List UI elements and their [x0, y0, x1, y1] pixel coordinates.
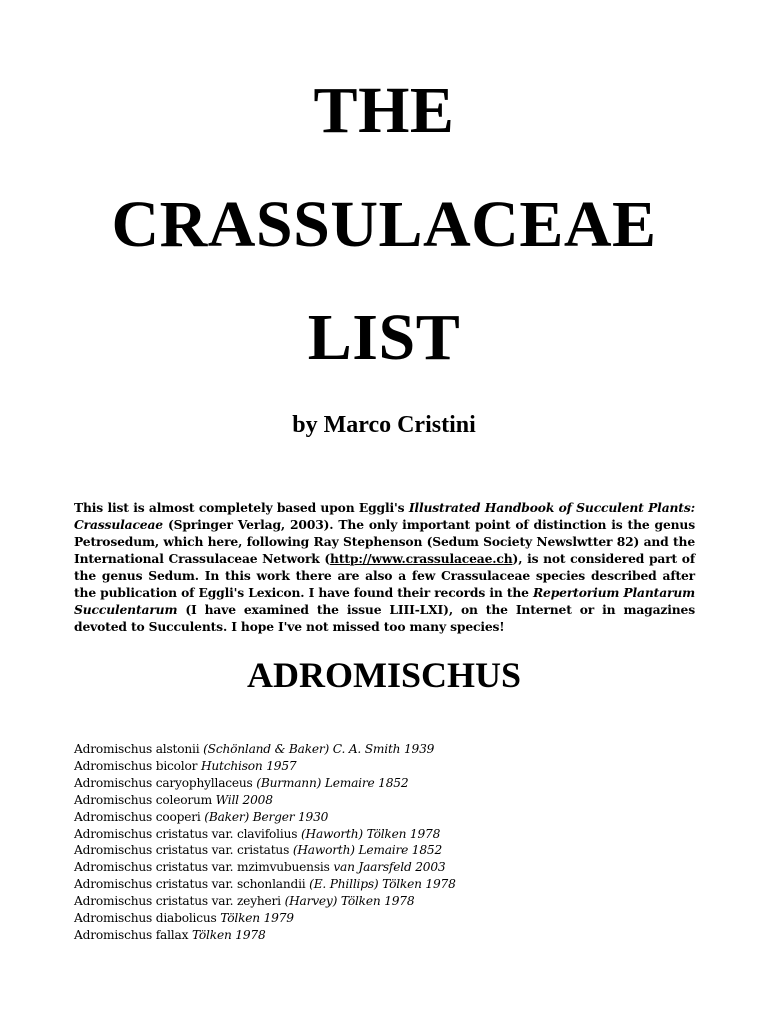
species-name: Adromischus diabolicus [74, 911, 217, 926]
species-name: Adromischus cooperi [74, 809, 201, 824]
species-entry [74, 893, 714, 910]
intro-text-3: ), is not considered part of the genus Sedum. In this work there are also a few Crassulaceae species described after the publication of Eggli's Lexicon. I have found their records in the [74, 551, 695, 600]
title-line-1: THE [313, 74, 455, 147]
species-entry [74, 792, 714, 809]
species-authority: Will 2008 [215, 792, 273, 807]
species-entry [74, 826, 714, 843]
species-authority: (E. Phillips) Tölken 1978 [309, 877, 456, 892]
species-entry [74, 775, 714, 792]
species-name: Adromischus fallax [74, 927, 189, 942]
species-authority: (Baker) Berger 1930 [204, 809, 329, 824]
species-authority: van Jaarsfeld 2003 [333, 860, 446, 875]
species-entry [74, 842, 714, 859]
species-name: Adromischus cristatus var. mzimvubuensis [74, 860, 330, 875]
species-name: Adromischus cristatus var. zeyheri [74, 894, 281, 909]
species-authority: (Haworth) Tölken 1978 [300, 826, 441, 841]
species-entry [74, 758, 714, 775]
section-heading: ADROMISCHUS [246, 655, 522, 695]
species-entry [74, 741, 714, 758]
species-name: Adromischus cristatus var. schonlandii [74, 877, 306, 892]
title-line-3: LIST [307, 301, 461, 374]
species-authority: (Burmann) Lemaire 1852 [256, 775, 409, 790]
species-authority: (Haworth) Lemaire 1852 [292, 843, 443, 858]
species-authority: (Schönland & Baker) C. A. Smith 1939 [203, 742, 435, 756]
species-authority: Tölken 1978 [191, 927, 266, 942]
species-entry [74, 927, 714, 944]
intro-text-2: (Springer Verlag, 2003). The only important point of distinction is the genus Petrosedum, which here, following Ray Stephenson (Sedum Society Newslwtter 82) and the International Crassulaceae Network ( [74, 517, 695, 566]
intro-book-title: Illustrated Handbook of Succulent Plants: Crassulaceae [74, 500, 695, 532]
title-line-2: CRASSULACEAE [111, 188, 657, 261]
species-authority: (Harvey) Tölken 1978 [284, 894, 415, 909]
species-entry [74, 859, 714, 876]
intro-text-1: This list is almost completely based upon Eggli's [74, 500, 409, 515]
species-name: Adromischus cristatus var. cristatus [74, 843, 290, 858]
crassulaceae-link[interactable]: http://www.crassulaceae.ch [330, 551, 513, 566]
intro-repertorium-title: Repertorium Plantarum Succulentarum [74, 585, 695, 617]
species-entry [74, 876, 714, 893]
species-entry [74, 910, 714, 927]
intro-paragraph [74, 499, 695, 635]
species-name: Adromischus coleorum [74, 792, 212, 807]
species-entry [74, 809, 714, 826]
species-name: Adromischus alstonii [74, 742, 200, 756]
species-name: Adromischus bicolor [74, 758, 198, 773]
species-authority: Hutchison 1957 [200, 758, 297, 773]
intro-text-4: (I have examined the issue LIII-LXI), on the Internet or in magazines devoted to Succulents. I hope I've not missed too many species! [74, 602, 695, 634]
species-name: Adromischus caryophyllaceus [74, 775, 253, 790]
species-authority: Tölken 1979 [220, 911, 294, 926]
species-list [74, 741, 714, 944]
author-byline: by Marco Cristini [292, 412, 476, 438]
species-name: Adromischus cristatus var. clavifolius [74, 826, 298, 841]
